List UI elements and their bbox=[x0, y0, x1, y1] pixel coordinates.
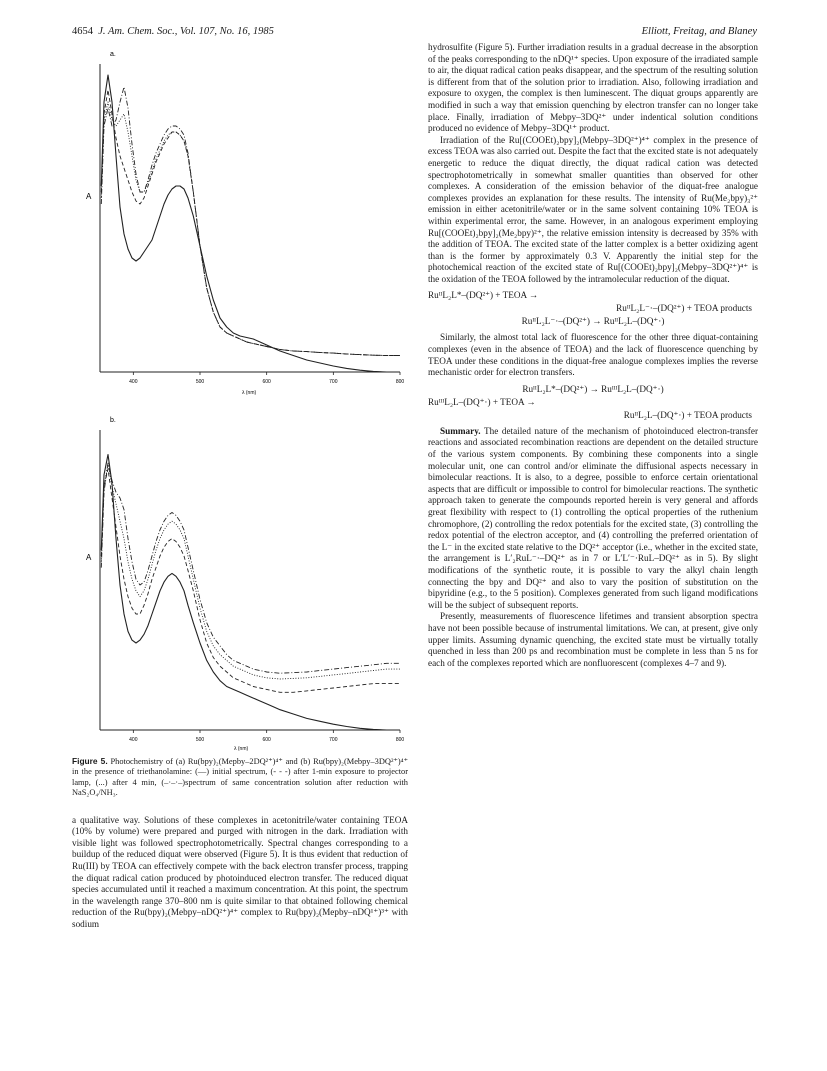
panel-b-tick-label: 500 bbox=[195, 737, 205, 743]
right-column bbox=[428, 42, 758, 669]
journal-citation: J. Am. Chem. Soc., Vol. 107, No. 16, 1985 bbox=[98, 26, 274, 37]
panel-b-ticks bbox=[129, 730, 404, 743]
panel-b-x-unit: λ (nm) bbox=[234, 746, 249, 752]
equation-4-line-1: RuᴵᴵᴵL₂L–(DQ⁺·) + TEOA → bbox=[428, 396, 536, 407]
running-header bbox=[0, 26, 827, 42]
panel-b-label: b. bbox=[110, 417, 116, 424]
panel-b-curves bbox=[101, 455, 400, 731]
panel-b-curve-dotted bbox=[101, 463, 400, 679]
panel-a-label: a. bbox=[110, 51, 116, 58]
equation-4-line-2: RuᴵᴵL₂L–(DQ⁺·) + TEOA products bbox=[623, 409, 752, 420]
right-paragraph-2: Irradiation of the Ru[(COOEt)₂bpy]₂(Mebpy–3DQ²⁺)⁴⁺ complex in the presence of excess TEOA was also carried out. Despite the fact that the excited state is not adequately energetic to reduce the diquat directly, the diquat radical cation was detected spectrophotometrically in somewhat smaller quantities than observed for other complexes. A consideration of the emission behavior of the diquat-free analogue complexes provides an explanation for these results. The intensity of Ru(Me₂bpy)₃²⁺ emission in either acetonitrile/water or in the same solvent containing 10% TEOA is within experimental error, the same. However, in an analogous experiment employing Ru[(COOEt)₂bpy]₂(Me₂bpy)²⁺, the relative emission intensity is decreased by 35% with the addition of TEOA. The excited state of the latter complex is a better oxidizing agent than is the former by approximately 0.3 V. Apparently the initial step for the photochemical reaction of the excited state of Ru[(COOEt)₂bpy]₂(Mebpy–3DQ²⁺)⁴⁺ is the oxidation of the TEOA followed by the intramolecular reduction of the diquat. bbox=[428, 134, 758, 284]
author-names: Elliott, Freitag, and Blaney bbox=[641, 26, 757, 37]
panel-a-ticks bbox=[129, 372, 404, 385]
panel-b-curve-solid bbox=[101, 455, 400, 731]
right-paragraph-5: Presently, measurements of fluorescence lifetimes and transient absorption spectra have not been possible because of instrumental limitations. We can, at present, give only upper limits. Assuming dynamic quenching, the excited state must be virtually totally quenched in less than 200 ps and recombination must be complete in less than 5 ns for each of the complexes reported which are nonfluorescent (complexes 4–7 and 9). bbox=[428, 611, 758, 668]
page-number: 4654 bbox=[72, 26, 93, 37]
panel-a-tick-label: 500 bbox=[195, 379, 205, 385]
panel-a-curve-dash-dot bbox=[101, 87, 400, 356]
panel-a-y-label: A bbox=[86, 192, 92, 201]
summary-text: The detailed nature of the mechanism of photoinduced electron-transfer reactions and associated recombination reactions are dependent on the detailed structure of the various system components. By combining these components into a single molecular unit, one can control and/or eliminate the diffusional aspects necessary in bimolecular reactions. It is also, to a degree, possible to enforce certain orientational aspects that are difficult or impossible to control for bimolecular reactions. The synthetic approach taken to generate the compounds reported herein is very general and affords great flexibility with respect to (1) controlling the optical properties of the ruthenium chromophore, (2) controlling the redox potentials for the excited state, (3) controlling the redox potential of the electron acceptor, and (4) controlling the preferred orientation of the L⁻ in the excited state relative to the DQ²⁺ acceptor (i.e., whether in the excited state, the arrangement is L′₂RuL⁻·–DQ²⁺ as in 7 or L′L′⁻·RuL–DQ²⁺ as in 5). By slight modifications of the synthetic route, it is possible to vary the alkyl chain length connecting the bpy and DQ²⁺ and also to vary the position of substitution on the bipyridine (e.g., to the 5 position). Complexes generated from such ligand modifications will be the subject of subsequent reports. bbox=[428, 425, 759, 610]
equation-1-line-2: RuᴵᴵL₂L⁻·–(DQ²⁺) + TEOA products bbox=[616, 303, 752, 314]
figure-5 bbox=[72, 42, 408, 752]
figure-caption bbox=[72, 756, 408, 799]
panel-a-tick-label: 600 bbox=[262, 379, 271, 385]
equation-2: RuᴵᴵL₂L⁻·–(DQ²⁺) → RuᴵᴵL₂L–(DQ⁺·) bbox=[521, 316, 665, 327]
panel-a-curve-dotted bbox=[101, 102, 400, 356]
caption-title: Figure 5. bbox=[72, 756, 108, 766]
left-column bbox=[72, 42, 408, 931]
panel-b-tick-label: 700 bbox=[329, 737, 338, 743]
panel-b-curve-dash-dot bbox=[101, 463, 400, 673]
summary-heading: Summary. bbox=[440, 425, 481, 436]
equation-1-line-1: RuᴵᴵL₂L*–(DQ²⁺) + TEOA → bbox=[428, 290, 539, 301]
panel-b-tick-label: 400 bbox=[129, 737, 138, 743]
panel-b-y-label: A bbox=[86, 553, 92, 562]
summary-paragraph bbox=[428, 426, 758, 612]
right-paragraph-1: hydrosulfite (Figure 5). Further irradiation results in a gradual decrease in the absorption of the peaks corresponding to the nDQ¹⁺ species. Upon exposure of the irradiated sample to air, the diquat radical cation peaks disappear, and the spectrum of the resulting solution is different from that of the solution prior to irradiation. Also, following irradiation and exposure to oxygen, the complex is then luminescent. The diquat groups apparently are modified in such a way that emission quenching by electron transfer can no longer take place. Finally, irradiation of Mebpy–3DQ²⁺ under indentical solution conditions produced no evidence of Mebpy–3DQ¹⁺ product. bbox=[428, 42, 758, 134]
right-paragraph-3: Similarly, the almost total lack of fluorescence for the other three diquat-containing complexes (even in the absence of TEOA) and the lack of fluorescence quenching by TEOA under these conditions in the diquat-free analogue complexes implies the reverse mechanistic order for electron transfers. bbox=[428, 332, 758, 378]
panel-a-x-unit: λ (nm) bbox=[242, 390, 257, 396]
left-paragraph-1: a qualitative way. Solutions of these complexes in acetonitrile/water containing TEOA (10% by volume) were prepared and purged with nitrogen in the dark. Irradiation with visible light was followed spectrophotometrically. Spectral changes corresponding to a buildup of the reduced diquat were observed (Figure 5). It is thus evident that reduction of Ru(III) by TEOA can effectively compete with the back electron transfer process, trapping the diquat radical cation produced by photoinduced electron transfer. The reduced diquat species accumulated until it reached a maximum concentration. At this point, the spectrum in the wavelength range 370–800 nm is quite similar to that obtained following chemical reduction of the Ru(bpy)₂(Mebpy–nDQ²⁺)⁴⁺ complex to Ru(bpy)₂(Mepby–nDQ¹⁺)³⁺ with sodium bbox=[72, 814, 408, 929]
panel-a-tick-label: 400 bbox=[129, 379, 138, 385]
panel-a-tick-label: 700 bbox=[329, 379, 338, 385]
caption-text: Photochemistry of (a) Ru(bpy)₂(Mepby–2DQ²⁺)⁴⁺ and (b) Ru(bpy)₂(Mebpy–3DQ²⁺)⁴⁺ in the presence of triethanolamine: (—) initial spectrum, (- - -) after 1-min exposure to projector lamp, (...) after 4 min, (–·–·–)spectrum of same concentration solution after reduction with NaS₂O₄/NH₃. bbox=[72, 757, 409, 798]
panel-a-tick-label: 800 bbox=[395, 379, 405, 385]
panel-a-curve-dashed bbox=[101, 90, 400, 356]
panel-a-curve-solid bbox=[101, 75, 400, 372]
panel-a-curves bbox=[101, 75, 400, 372]
equation-block-1 bbox=[428, 289, 758, 328]
equation-block-2 bbox=[428, 383, 758, 422]
panel-b-tick-label: 600 bbox=[262, 737, 271, 743]
panel-b-tick-label: 800 bbox=[395, 737, 405, 743]
equation-3: RuᴵᴵL₂L*–(DQ²⁺) → RuᴵᴵᴵL₂L–(DQ⁺·) bbox=[522, 383, 664, 394]
panel-b-curve-dashed bbox=[101, 469, 400, 692]
